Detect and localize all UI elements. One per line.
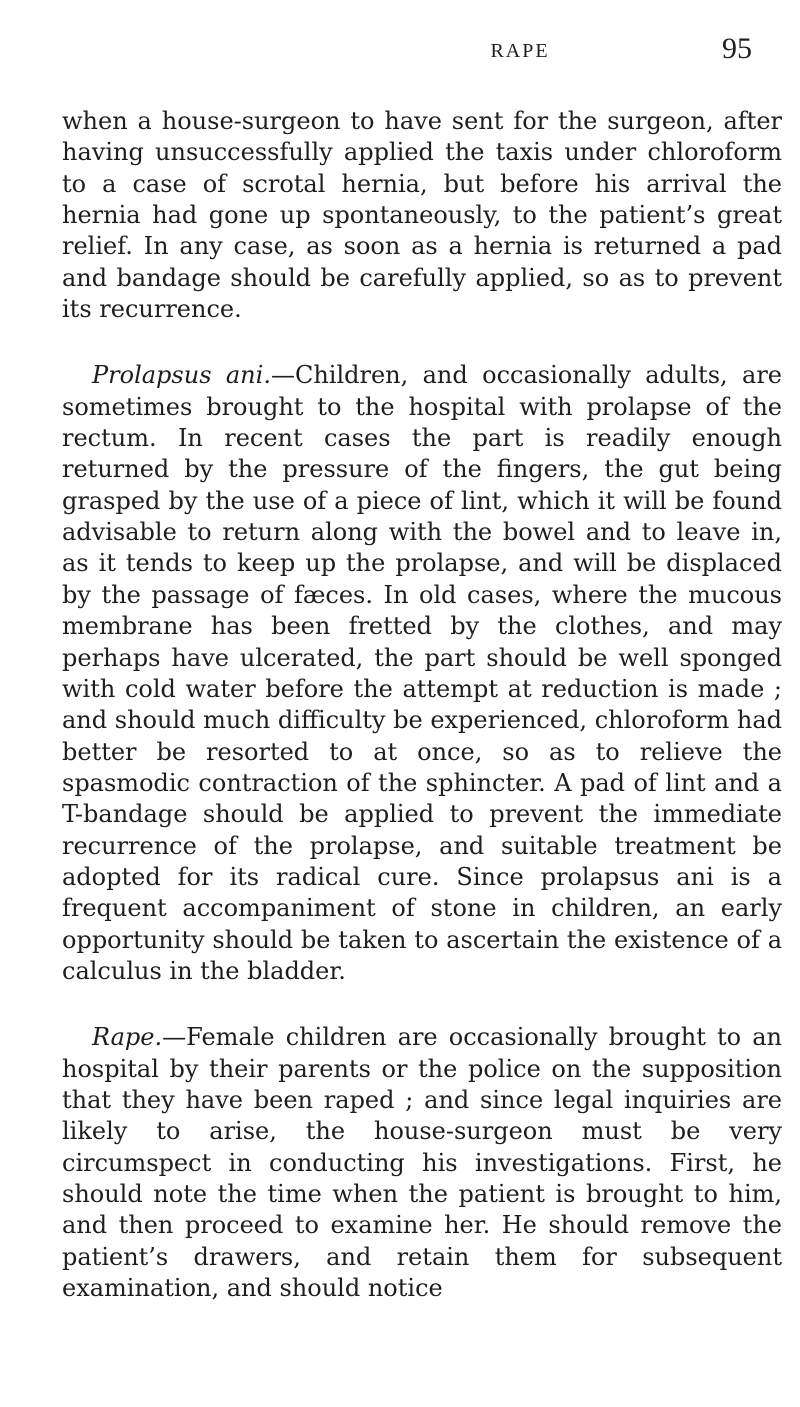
paragraph-text: —Children, and occasionally adults, are sometimes brought to the hospital with prolapse of the rectum. In recent cases the part is readily enough returned by the pressure of the fingers, the gut being grasped by the use of a piece of lint, which it will be found advisable to return along with the bowel and to leave in, as it tends to keep up the prolapse, and will be displaced by the passage of fæces. In old cases, where the mucous membrane has been fretted by the clothes, and may perhaps have ulcerated, the part should be well sponged with cold water before the attempt at reduction is made ; and should much difficulty be experienced, chloroform had better be resorted to at once, so as to relieve the spasmodic contraction of the sphincter. A pad of lint and a T-bandage should be applied to prevent the immediate recurrence of the prolapse, and suitable treatment be adopted for its radical cure. Since prolapsus ani is a frequent accompaniment of stone in children, an early opportunity should be taken to ascertain the existence of a calculus in the bladder. [62, 361, 782, 985]
paragraph-text: —Female children are occasionally brought to an hospital by their parents or the police on the supposition that they have been raped ; and since legal inquiries are likely to arise, the house-surgeon must be very circumspect in conducting his investigations. First, he should note the time when the patient is brought to him, and then proceed to examine her. He should remove the patient’s drawers, and retain them for subsequent examination, and should notice [62, 1023, 782, 1303]
page-number: 95 [722, 32, 752, 65]
running-head-title: RAPE [490, 40, 550, 62]
paragraph-rape [62, 1022, 782, 1304]
running-head [0, 32, 800, 78]
section-lead-rape: Rape. [92, 1023, 163, 1052]
body-text [62, 106, 782, 1339]
paragraph-hernia-continuation [62, 106, 782, 325]
paragraph-prolapsus-ani [62, 360, 782, 987]
section-lead-prolapsus-ani: Prolapsus ani. [92, 361, 271, 390]
paragraph-text: when a house-surgeon to have sent for the surgeon, after having unsuccessfully applied the taxis under chloroform to a case of scrotal hernia, but before his arrival the hernia had gone up spontaneously, to the patient’s great relief. In any case, as soon as a hernia is returned a pad and bandage should be carefully applied, so as to prevent its recurrence. [62, 107, 782, 324]
